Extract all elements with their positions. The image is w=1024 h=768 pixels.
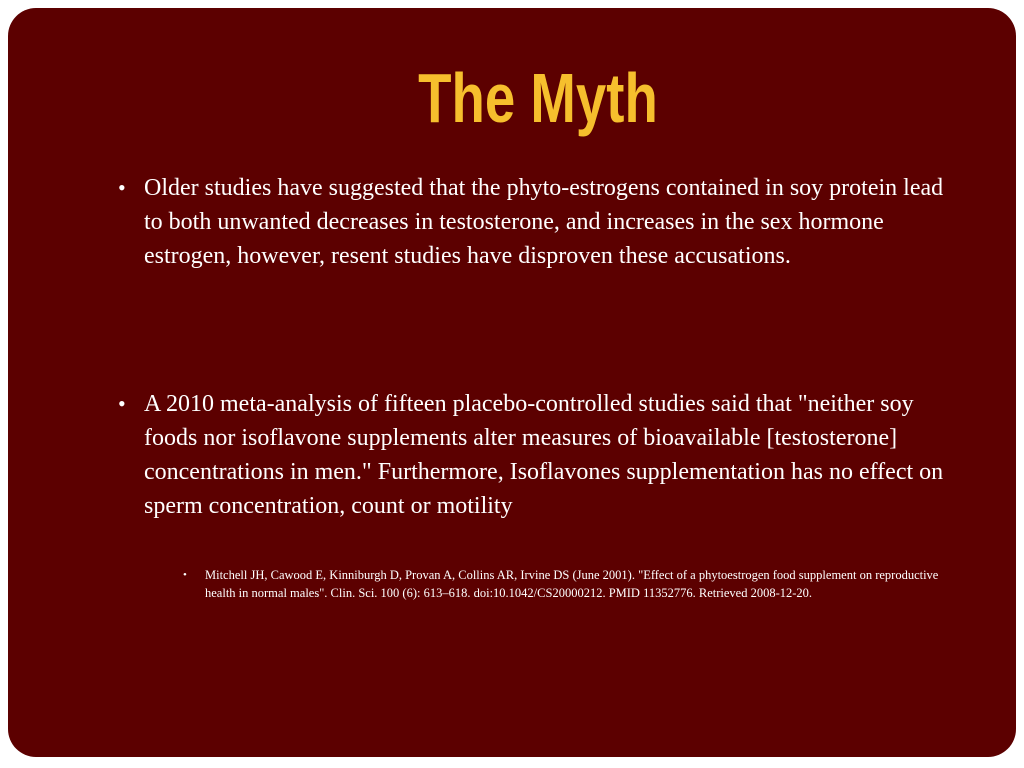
bullet-text: A 2010 meta-analysis of fifteen placebo-controlled studies said that "neither soy foods nor isoflavone supplements alter measures of bioavailable [testosterone] concentrations in men." Furthermore, Isoflavones supplementation has no effect on sperm concentration, count or motility	[144, 391, 944, 519]
slide	[8, 8, 1016, 757]
bullet-text: Older studies have suggested that the phyto-estrogens contained in soy protein lead to both unwanted decreases in testosterone, and increases in the sex hormone estrogen, however, resent studies have disproven these accusations.	[144, 175, 944, 269]
reference-text: Mitchell JH, Cawood E, Kinniburgh D, Provan A, Collins AR, Irvine DS (June 2001). "Effect of a phytoestrogen food supplement on reproductive health in normal males". Clin. Sci. 100 (6): 613–618. doi:10.1042/CS20000212. PMID 11352776. Retrieved 2008-12-20.	[205, 568, 939, 600]
reference-item	[183, 566, 965, 602]
sub-bullet-icon: •	[183, 569, 187, 581]
bullet-item	[118, 387, 964, 523]
slide-title: The Myth	[418, 59, 658, 137]
bullet-icon: •	[118, 175, 126, 200]
bullet-item	[118, 171, 964, 273]
bullet-icon: •	[118, 391, 126, 416]
bullet-list	[8, 8, 1016, 757]
